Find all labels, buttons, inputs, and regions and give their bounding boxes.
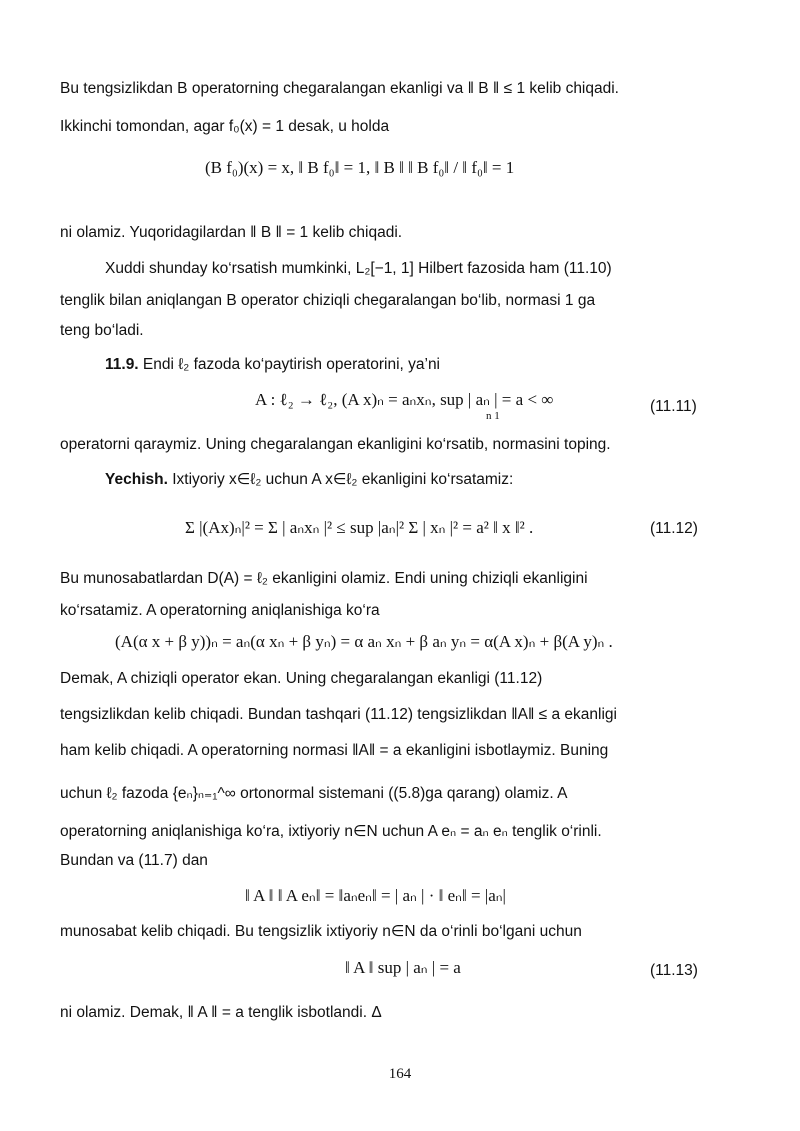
equation-fraction-text: (B f₀)(x) = x, ‖ B f₀‖ = 1, ‖ B ‖ ‖ B f₀‖ / ‖ f₀‖ = 1 bbox=[205, 158, 515, 177]
text-line-23 bbox=[60, 922, 582, 941]
page-number bbox=[0, 1066, 800, 1083]
text-line-19 bbox=[60, 784, 567, 803]
line-1-text: Bu tengsizlikdan B operatorning chegaralangan ekanligi va ‖ B ‖ ≤ 1 kelib chiqadi. bbox=[60, 80, 619, 97]
equation-norm bbox=[245, 886, 506, 906]
equation-number-11-12 bbox=[650, 520, 698, 538]
text-line-18 bbox=[60, 742, 608, 760]
line-7-text: teng bo‘ladi. bbox=[60, 322, 144, 339]
line-17-text: tengsizlikdan kelib chiqadi. Bundan tashqari (11.12) tengsizlikdan ‖A‖ ≤ a ekanligi bbox=[60, 706, 617, 723]
text-line-10 bbox=[60, 436, 611, 454]
equation-number-11-12-text: (11.12) bbox=[650, 520, 698, 537]
line-2-text: Ikkinchi tomondan, agar f₀(x) = 1 desak, u holda bbox=[60, 118, 390, 135]
text-line-16 bbox=[60, 670, 542, 688]
text-line-11 bbox=[105, 470, 513, 489]
line-19-text: uchun ℓ₂ fazoda {eₙ}ₙ₌₁^∞ ortonormal sistemani ((5.8)ga qarang) olamiz. A bbox=[60, 785, 568, 802]
line-8-text: Endi ℓ₂ fazoda ko‘paytirish operatorini, ya’ni bbox=[138, 356, 441, 373]
text-line-5 bbox=[105, 260, 612, 278]
text-line-8 bbox=[105, 356, 440, 374]
line-16-text: Demak, A chiziqli operator ekan. Uning chegaralangan ekanligi (11.12) bbox=[60, 670, 543, 687]
text-line-6 bbox=[60, 292, 595, 310]
equation-11-11-subscript: n 1 bbox=[486, 410, 500, 422]
page-number-text: 164 bbox=[388, 1066, 412, 1082]
text-line-4 bbox=[60, 224, 402, 242]
equation-11-11 bbox=[255, 390, 553, 410]
equation-norm-text: ‖ A ‖ ‖ A eₙ‖ = ‖aₙeₙ‖ = | aₙ | · ‖ eₙ‖ = |aₙ| bbox=[245, 886, 506, 905]
line-18-text: ham kelib chiqadi. A operatorning normasi ‖A‖ = a ekanligini isbotlaymiz. Buning bbox=[60, 742, 609, 759]
line-13-text: Bu munosabatlardan D(A) = ℓ₂ ekanligini olamiz. Endi uning chiziqli ekanligini bbox=[60, 570, 588, 587]
line-21-text: Bundan va (11.7) dan bbox=[60, 852, 208, 869]
text-line-7 bbox=[60, 322, 144, 340]
text-line-25 bbox=[60, 1004, 382, 1022]
line-11-text: Ixtiyoriy x∈ℓ₂ uchun A x∈ℓ₂ ekanligini ko‘rsatamiz: bbox=[167, 471, 514, 488]
line-5-text: Xuddi shunday ko‘rsatish mumkinki, L₂[−1, 1] Hilbert fazosida ham (11.10) bbox=[105, 260, 612, 277]
equation-linearity-text: (A(α x + β y))ₙ = aₙ(α xₙ + β yₙ) = α aₙ xₙ + β aₙ yₙ = α(A x)ₙ + β(A y)ₙ . bbox=[115, 632, 613, 651]
text-line-14 bbox=[60, 602, 380, 620]
equation-11-13-text: ‖ A ‖ sup | aₙ | = a bbox=[345, 958, 461, 977]
equation-11-11-text: A : ℓ₂ → ℓ₂, (A x)ₙ = aₙxₙ, sup | aₙ | = a < ∞ bbox=[255, 390, 554, 409]
text-line-13 bbox=[60, 570, 588, 588]
line-4-text: ni olamiz. Yuqoridagilardan ‖ B ‖ = 1 kelib chiqadi. bbox=[60, 224, 403, 241]
line-6-text: tenglik bilan aniqlangan B operator chiziqli chegaralangan bo‘lib, normasi 1 ga bbox=[60, 292, 596, 309]
line-14-text: ko‘rsatamiz. A operatorning aniqlanishiga ko‘ra bbox=[60, 602, 380, 619]
equation-number-11-11-text: (11.11) bbox=[650, 398, 697, 415]
equation-number-11-13-text: (11.13) bbox=[650, 962, 698, 979]
equation-number-11-13 bbox=[650, 962, 698, 980]
line-10-text: operatorni qaraymiz. Uning chegaralangan ekanligini ko‘rsatib, normasini toping. bbox=[60, 436, 611, 453]
text-line-2 bbox=[60, 118, 389, 136]
text-line-20 bbox=[60, 822, 602, 841]
solution-label: Yechish. bbox=[105, 471, 168, 488]
equation-linearity bbox=[115, 632, 613, 652]
section-number: 11.9. bbox=[105, 356, 139, 373]
equation-11-13 bbox=[345, 958, 461, 978]
text-line-17 bbox=[60, 706, 617, 724]
line-23-text: munosabat kelib chiqadi. Bu tengsizlik ixtiyoriy n∈N da o‘rinli bo‘lgani uchun bbox=[60, 923, 582, 940]
line-20-text: operatorning aniqlanishiga ko‘ra, ixtiyoriy n∈N uchun A eₙ = aₙ eₙ tenglik o‘rinli. bbox=[60, 823, 602, 840]
equation-11-12-text: Σ |(Ax)ₙ|² = Σ | aₙxₙ |² ≤ sup |aₙ|² Σ | xₙ |² = a² ‖ x ‖² . bbox=[185, 518, 534, 537]
equation-11-11-sub bbox=[486, 410, 500, 422]
equation-number-11-11 bbox=[650, 398, 697, 416]
line-25-text: ni olamiz. Demak, ‖ A ‖ = a tenglik isbotlandi. Δ bbox=[60, 1004, 382, 1021]
text-line-21 bbox=[60, 852, 208, 870]
equation-11-12 bbox=[185, 518, 533, 538]
text-line-1 bbox=[60, 80, 619, 98]
equation-fraction bbox=[205, 158, 514, 178]
